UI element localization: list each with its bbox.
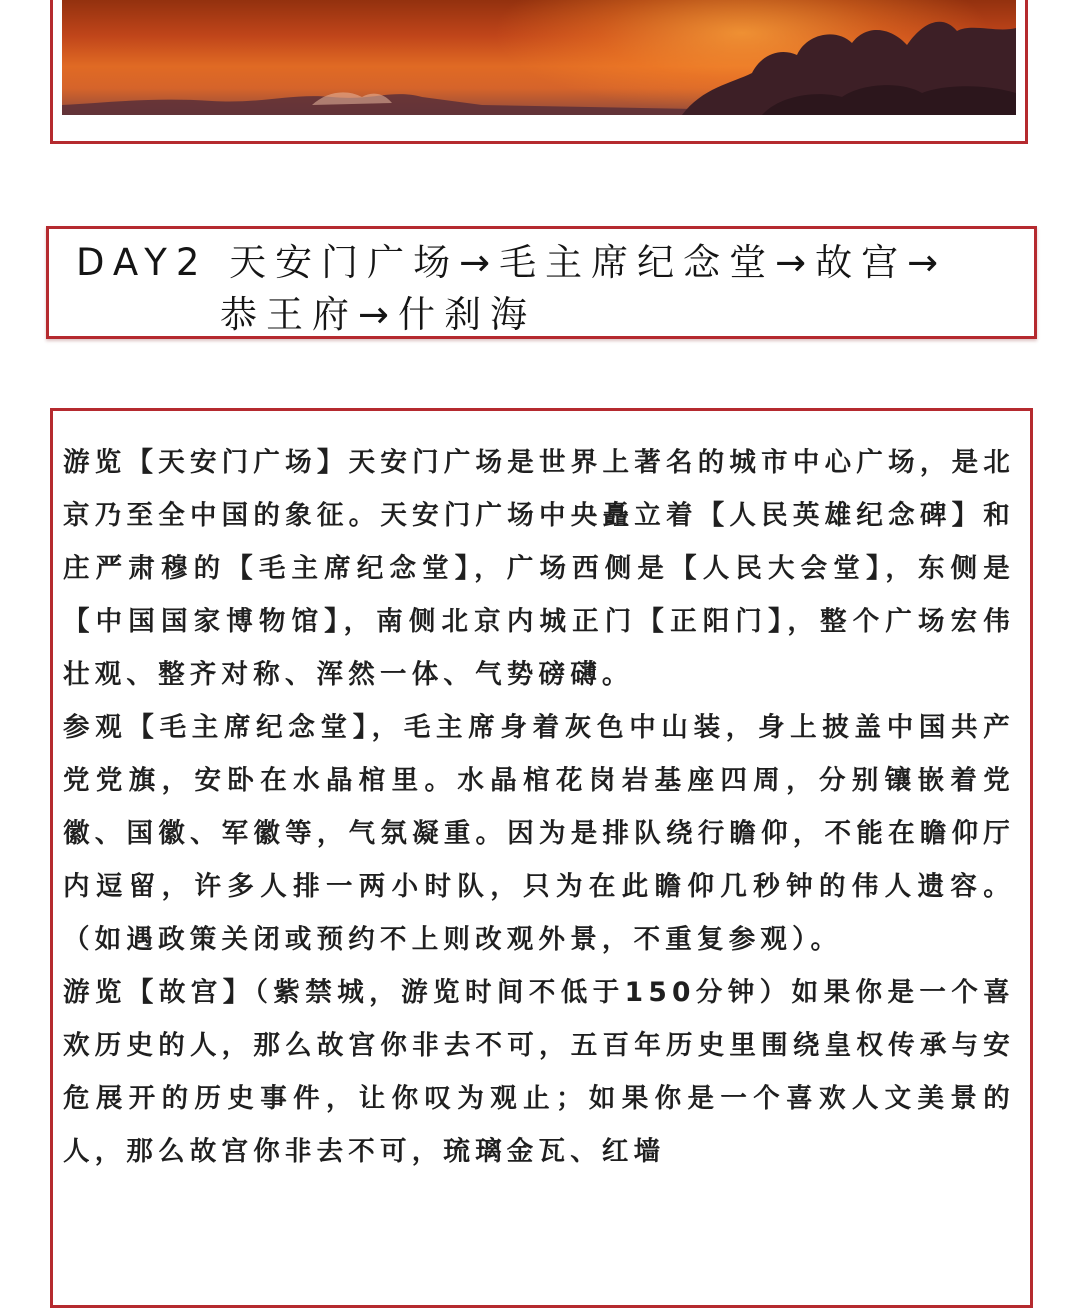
day-title-box <box>46 226 1037 339</box>
itinerary-text <box>63 436 1015 1178</box>
paragraph-tiananmen: 游览【天安门广场】天安门广场是世界上著名的城市中心广场，是北京乃至全中国的象征。天安门广场中央矗立着【人民英雄纪念碑】和庄严肃穆的【毛主席纪念堂】，广场西侧是【人民大会堂】，东侧是【中国国家博物馆】，南侧北京内城正门【正阳门】，整个广场宏伟壮观、整齐对称、浑然一体、气势磅礴。 <box>63 447 1015 690</box>
day-title-line-1: DAY2 天安门广场→毛主席纪念堂→故宫→ <box>76 241 948 284</box>
day-title-line-2: 恭王府→什刹海 <box>220 293 537 336</box>
paragraph-forbidden-city: 游览【故宫】（紫禁城，游览时间不低于150分钟）如果你是一个喜欢历史的人，那么故宫你非去不可，五百年历史里围绕皇权传承与安危展开的历史事件，让你叹为观止；如果你是一个喜欢人文美景的人，那么故宫你非去不可，琉璃金瓦、红墙 <box>63 977 1015 1167</box>
sunset-clouds-image <box>62 0 1016 115</box>
paragraph-mausoleum: 参观【毛主席纪念堂】，毛主席身着灰色中山装，身上披盖中国共产党党旗，安卧在水晶棺里。水晶棺花岗岩基座四周，分别镶嵌着党徽、国徽、军徽等，气氛凝重。因为是排队绕行瞻仰，不能在瞻仰厅内逗留，许多人排一两小时队，只为在此瞻仰几秒钟的伟人遗容。（如遇政策关闭或预约不上则改观外景，不重复参观）。 <box>63 712 1015 955</box>
itinerary-body-box <box>50 408 1033 1308</box>
photo-frame <box>50 0 1028 144</box>
